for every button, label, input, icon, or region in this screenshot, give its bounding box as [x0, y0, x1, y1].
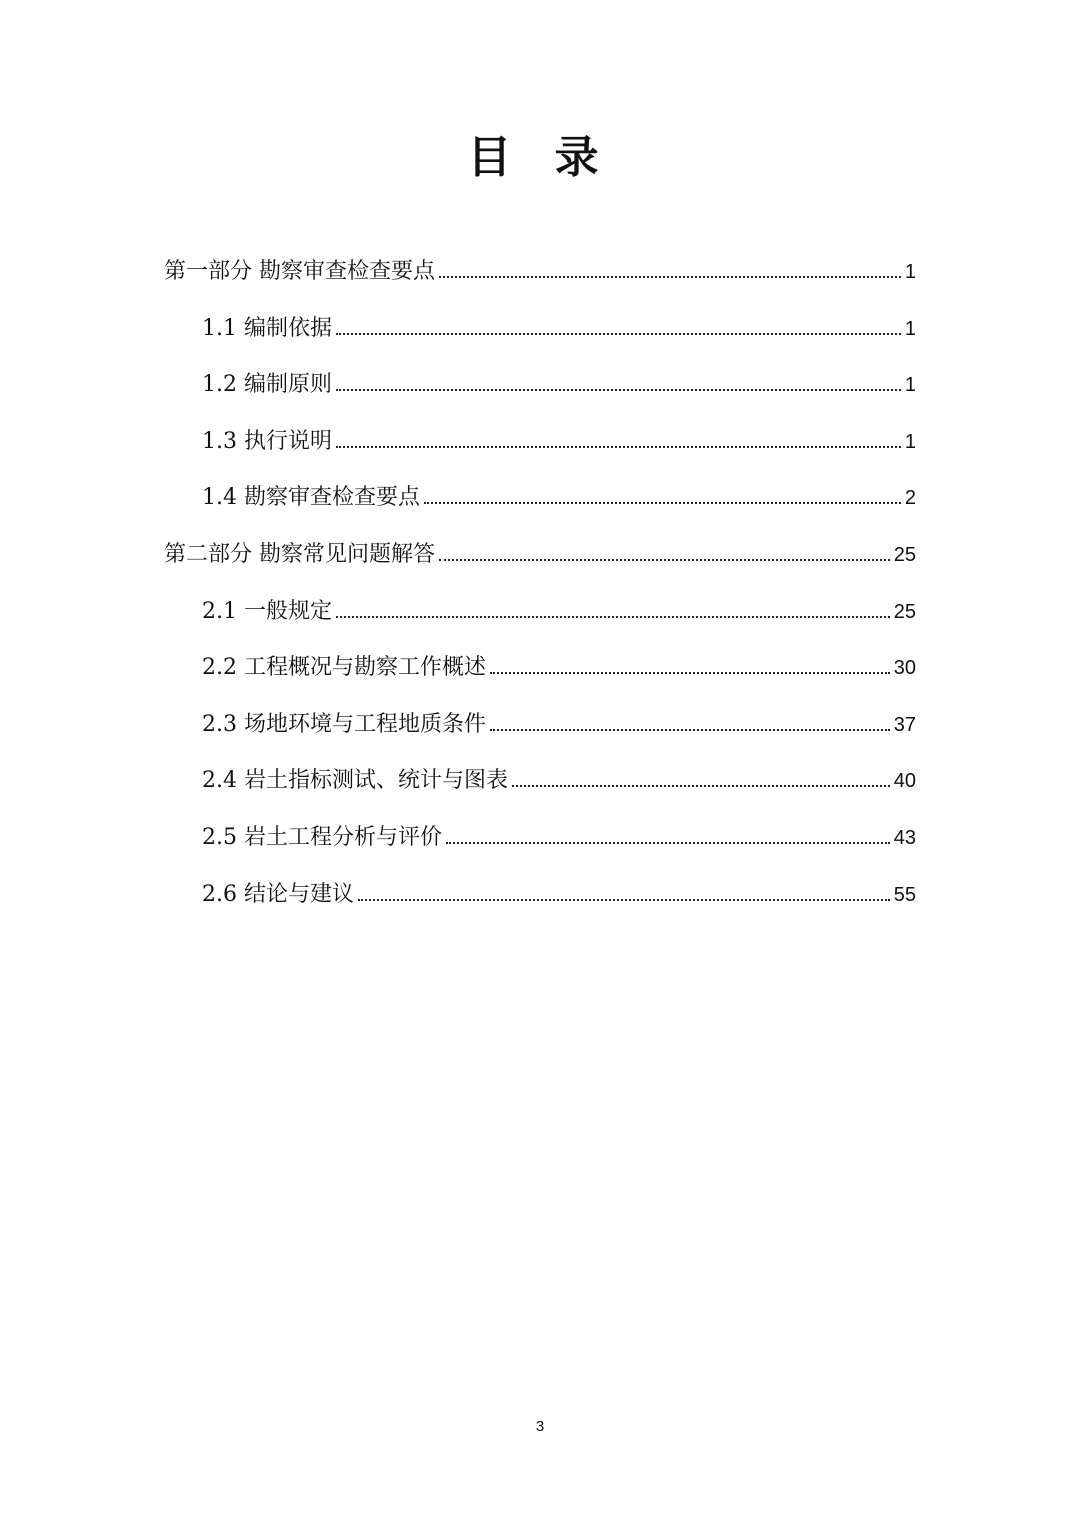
toc-entry-page: 55 [893, 883, 916, 906]
toc-entry-label: 2.5 岩土工程分析与评价 [202, 824, 442, 850]
toc-entry-part-2[interactable] [164, 527, 916, 584]
toc-entry-2-4[interactable] [164, 753, 916, 810]
toc-entry-label: 1.3 执行说明 [202, 428, 332, 454]
toc-leader-dots [439, 276, 901, 278]
toc-entry-1-3[interactable] [164, 414, 916, 471]
toc-entry-page: 25 [893, 600, 916, 623]
toc-entry-part-1[interactable] [164, 244, 916, 301]
toc-entry-label: 2.3 场地环境与工程地质条件 [202, 711, 486, 737]
toc-entry-page: 37 [893, 713, 916, 736]
toc-entry-page: 25 [893, 543, 916, 566]
toc-entry-1-2[interactable] [164, 357, 916, 414]
toc-entry-2-6[interactable] [164, 867, 916, 924]
toc-entry-2-5[interactable] [164, 810, 916, 867]
toc-leader-dots [490, 672, 890, 674]
toc-entry-1-4[interactable] [164, 470, 916, 527]
toc-leader-dots [336, 389, 901, 391]
page-number: 3 [535, 1418, 545, 1435]
toc-leader-dots [336, 333, 901, 335]
toc-entry-label: 1.4 勘察审查检查要点 [202, 485, 420, 511]
toc-entry-page: 30 [893, 657, 916, 680]
toc-entry-page: 2 [904, 487, 916, 510]
toc-entry-label: 2.4 岩土指标测试、统计与图表 [202, 768, 508, 794]
table-of-contents [164, 244, 916, 923]
toc-entry-label: 2.1 一般规定 [202, 598, 332, 624]
toc-entry-label: 1.2 编制原则 [202, 372, 332, 398]
toc-entry-label: 2.6 结论与建议 [202, 881, 354, 907]
toc-leader-dots [424, 502, 901, 504]
toc-leader-dots [446, 842, 890, 844]
toc-entry-label: 1.1 编制依据 [202, 315, 332, 341]
toc-entry-page: 43 [893, 826, 916, 849]
toc-entry-page: 1 [904, 261, 916, 283]
toc-entry-page: 1 [904, 430, 916, 453]
page-title: 目 录 [467, 132, 613, 183]
toc-entry-page: 1 [904, 317, 916, 340]
toc-leader-dots [336, 616, 890, 618]
toc-entry-1-1[interactable] [164, 301, 916, 358]
toc-entry-2-3[interactable] [164, 697, 916, 754]
toc-leader-dots [336, 446, 901, 448]
toc-leader-dots [512, 785, 890, 787]
toc-entry-2-1[interactable] [164, 584, 916, 641]
toc-leader-dots [358, 899, 890, 901]
toc-entry-2-2[interactable] [164, 640, 916, 697]
toc-entry-label: 2.2 工程概况与勘察工作概述 [202, 655, 486, 681]
toc-entry-page: 40 [893, 770, 916, 793]
toc-leader-dots [490, 729, 890, 731]
toc-entry-page: 1 [904, 374, 916, 397]
toc-entry-label: 第二部分 勘察常见问题解答 [164, 541, 435, 567]
toc-entry-label: 第一部分 勘察审查检查要点 [164, 259, 435, 284]
toc-leader-dots [439, 559, 890, 561]
